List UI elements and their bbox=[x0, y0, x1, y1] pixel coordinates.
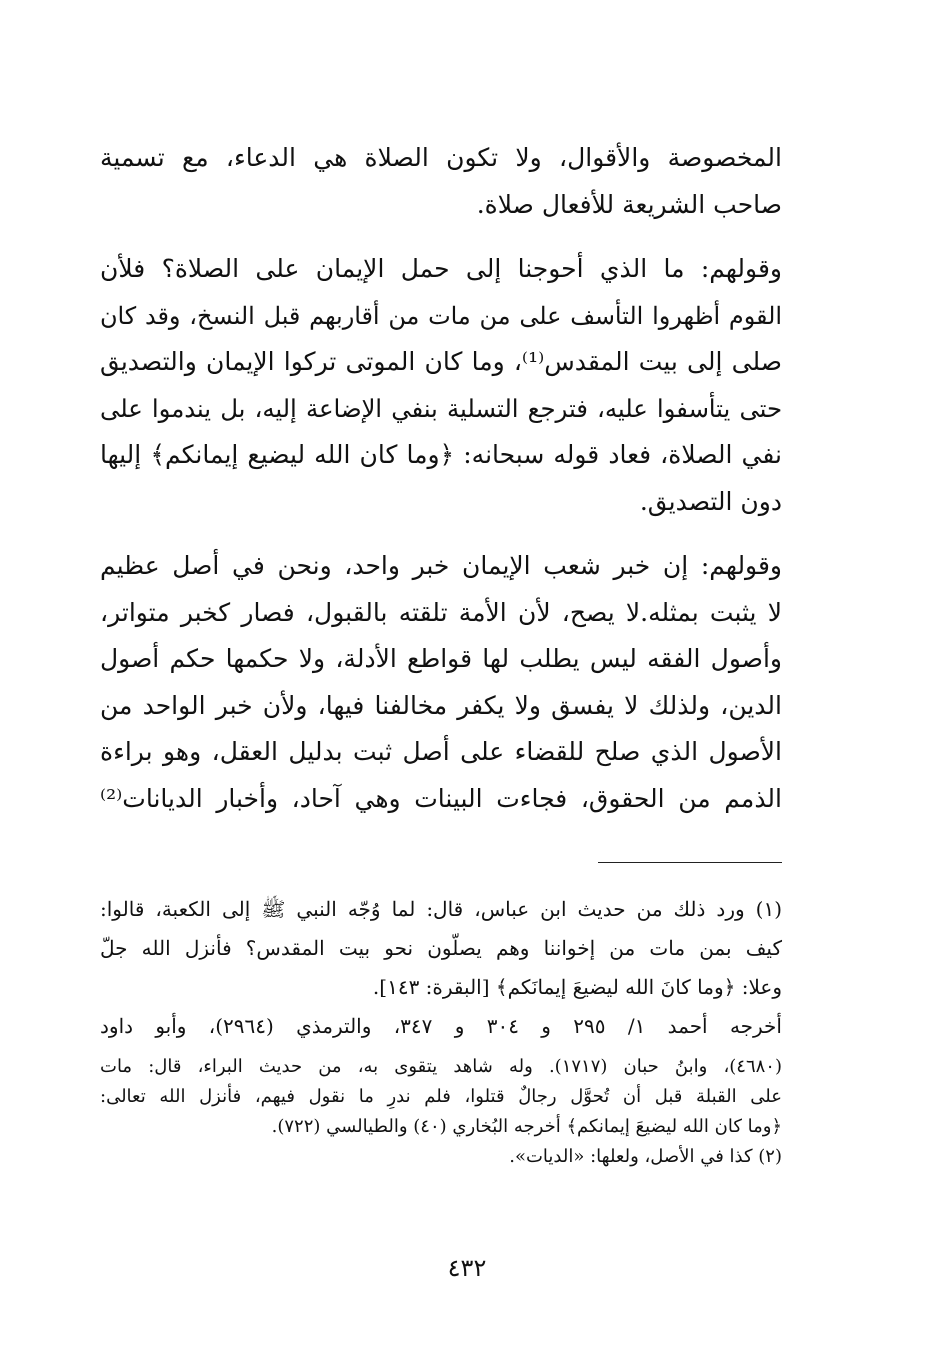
footnote-line: (١) ورد ذلك من حديث ابن عباس، قال: لما وُجّه النبي ﷺ إلى الكعبة، قالوا: bbox=[100, 897, 782, 921]
text-line: صاحب الشريعة للأفعال صلاة. bbox=[476, 189, 782, 219]
footnote-block-small bbox=[100, 1052, 782, 1172]
footnote-line: أخرجه أحمد ١/ ٢٩٥ و ٣٠٤ و ٣٤٧، والترمذي (٢٩٦٤)، وأبو داود bbox=[100, 1014, 782, 1038]
footnote-separator bbox=[598, 862, 782, 863]
paragraph-2 bbox=[100, 246, 782, 525]
paragraph-3 bbox=[100, 543, 782, 822]
text-line: الذمم من الحقوق، فجاءت البينات وهي آحاد، وأخبار الديانات⁽²⁾ bbox=[100, 783, 782, 813]
footnote-line: على القبلة قبل أن تُحوَّل رجالٌ قتلوا، فلم ندرِ ما نقول فيهم، فأنزل الله تعالى: bbox=[100, 1086, 782, 1107]
footnote-line: ﴿وما كان الله ليضيعَ إيمانكم﴾ أخرجه البُخاري (٤٠) والطيالسي (٧٢٢). bbox=[271, 1116, 782, 1137]
main-text bbox=[100, 135, 782, 840]
footnote-line: (٤٦٨٠)، وابنُ حبان (١٧١٧). وله شاهد يتقوى به، من حديث البراء، قال: مات bbox=[100, 1056, 782, 1077]
footnote-line: وعلا: ﴿وما كانَ الله ليضيعَ إيمانَكم﴾ [البقرة: ١٤٣]. bbox=[372, 975, 782, 999]
text-line: نفي الصلاة، فعاد قوله سبحانه: ﴿وما كان الله ليضيع إيمانكم﴾ إليها bbox=[100, 440, 782, 469]
text-line: الدين، ولذلك لا يفسق ولا يكفر مخالفنا فيها، ولأن خبر الواحد من bbox=[100, 690, 782, 720]
footnotes bbox=[100, 890, 782, 1172]
footnote-line: (٢) كذا في الأصل، ولعلها: «الديات». bbox=[509, 1146, 782, 1167]
text-line: المخصوصة والأقوال، ولا تكون الصلاة هي الدعاء، مع تسمية bbox=[100, 143, 782, 172]
text-line: القوم أظهروا التأسف على من مات من أقاربهم قبل النسخ، وقد كان bbox=[100, 301, 782, 330]
text-line: صلى إلى بيت المقدس⁽¹⁾، وما كان الموتى تركوا الإيمان والتصديق bbox=[100, 347, 782, 376]
text-line: حتى يتأسفوا عليه، فترجع التسلية بنفي الإضاعة إليه، بل يندموا على bbox=[100, 393, 782, 423]
paragraph-1 bbox=[100, 135, 782, 228]
text-line: لا يثبت بمثله.لا يصح، لأن الأمة تلقته بالقبول، فصار كخبر متواتر، bbox=[100, 597, 782, 627]
text-line: الأصول الذي صلح للقضاء على أصل ثبت بدليل العقل، وهو براءة bbox=[100, 737, 782, 766]
text-line: وقولهم: ما الذي أحوجنا إلى حمل الإيمان على الصلاة؟ فلأن bbox=[100, 254, 782, 283]
page-number: ٤٣٢ bbox=[447, 1254, 487, 1282]
footnote-block-large bbox=[100, 890, 782, 1046]
footnote-line: كيف بمن مات من إخواننا وهم يصلّون نحو بيت المقدس؟ فأنزل الله جلّ bbox=[100, 936, 782, 960]
text-line: وقولهم: إن خبر شعب الإيمان خبر واحد، ونحن في أصل عظيم bbox=[100, 551, 782, 580]
text-line: وأصول الفقه ليس يطلب لها قواطع الأدلة، ولا حكمها حكم أصول bbox=[100, 644, 782, 673]
text-line: دون التصديق. bbox=[639, 486, 782, 516]
